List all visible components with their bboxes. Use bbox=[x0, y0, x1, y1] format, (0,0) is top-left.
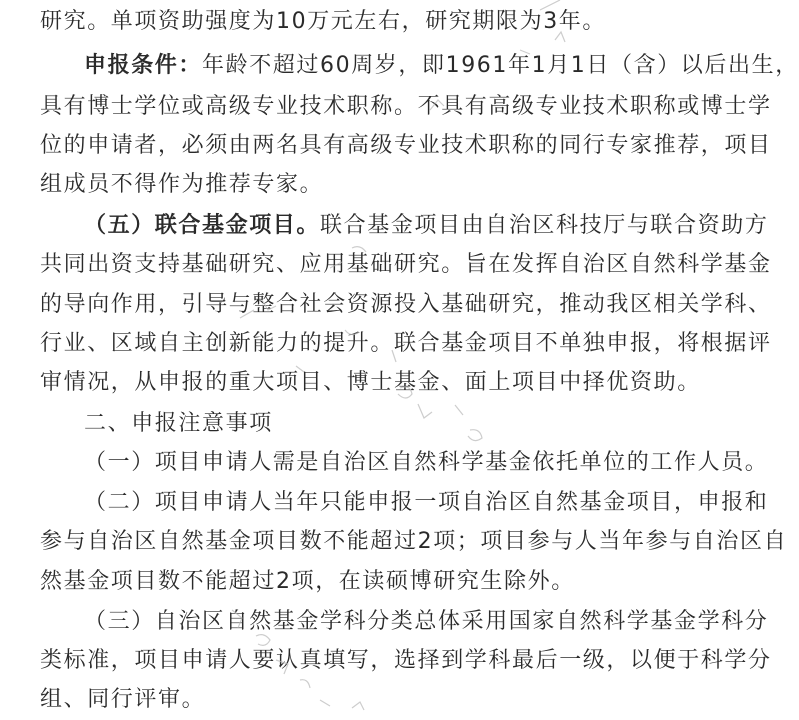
text-line: 类标准，项目申请人要认真填写，选择到学科最后一级，以便于科学分 bbox=[40, 648, 772, 673]
text-line: 行业、区域自主创新能力的提升。联合基金项目不单独申报，将根据评 bbox=[40, 331, 772, 356]
section-title: 二、申报注意事项 bbox=[84, 411, 273, 436]
text-line: 研究。单项资助强度为10万元左右，研究期限为3年。 bbox=[40, 9, 606, 34]
text-line: 共同出资支持基础研究、应用基础研究。旨在发挥自治区自然科学基金 bbox=[40, 252, 772, 277]
text-line: 的导向作用，引导与整合社会资源投入基础研究，推动我区相关学科、 bbox=[40, 292, 772, 317]
text-line: 联合基金项目由自治区科技厅与联合资助方 bbox=[320, 213, 769, 238]
section-heading: （五）联合基金项目。 bbox=[84, 213, 321, 238]
section-heading: 申报条件： bbox=[84, 53, 203, 78]
text-line: 然基金项目数不能超过2项，在读硕博研究生除外。 bbox=[40, 569, 575, 594]
text-line: （一）项目申请人需是自治区自然科学基金依托单位的工作人员。 bbox=[84, 450, 769, 475]
text-line: 组、同行评审。 bbox=[40, 687, 206, 712]
paragraph-apply-conditions bbox=[84, 46, 799, 86]
text-line: 审情况，从申报的重大项目、博士基金、面上项目中择优资助。 bbox=[40, 370, 701, 395]
text-line: （二）项目申请人当年只能申报一项自治区自然基金项目，申报和 bbox=[84, 490, 769, 515]
text-line: 位的申请者，必须由两名具有高级专业技术职称的同行专家推荐，项目 bbox=[40, 133, 772, 158]
paragraph-joint-fund bbox=[84, 206, 768, 246]
text-line: 年龄不超过60周岁，即1961年1月1日（含）以后出生， bbox=[202, 53, 799, 78]
text-line: （三）自治区自然基金学科分类总体采用国家自然科学基金学科分 bbox=[84, 609, 769, 634]
text-line: 具有博士学位或高级专业技术职称。不具有高级专业技术职称或博士学 bbox=[40, 94, 772, 119]
text-line: 参与自治区自然基金项目数不能超过2项；项目参与人当年参与自治区自 bbox=[40, 529, 788, 554]
text-line: 组成员不得作为推荐专家。 bbox=[40, 172, 324, 197]
